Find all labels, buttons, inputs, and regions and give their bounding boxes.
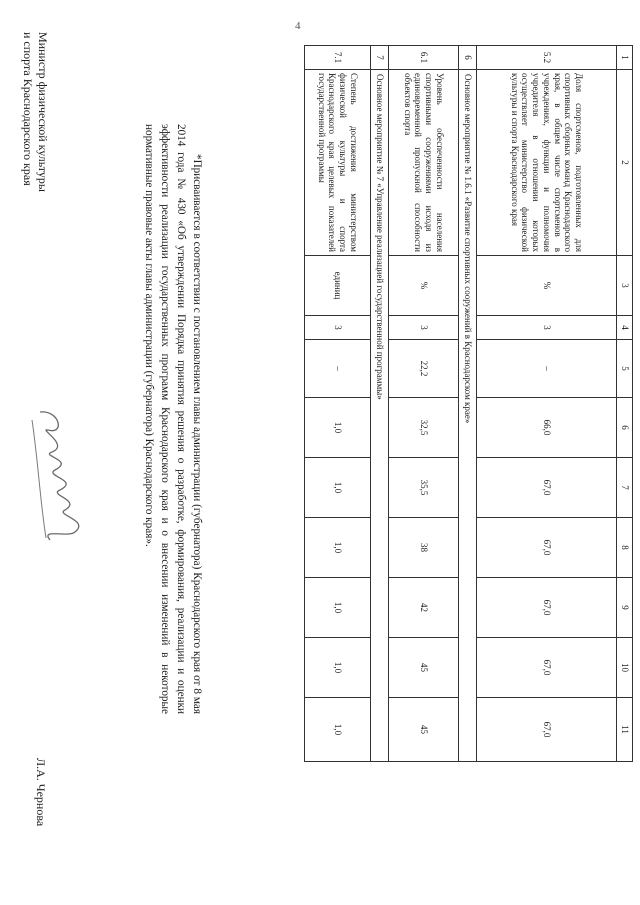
value-cell: –: [305, 340, 371, 398]
header-cell: 11: [617, 698, 633, 762]
value-cell: 67,0: [477, 698, 617, 762]
status-cell: 3: [305, 316, 371, 340]
minister-title: [20, 32, 50, 192]
value-cell: 1,0: [305, 458, 371, 518]
header-cell: 1: [617, 46, 633, 70]
minister-title-line: Министр физической культуры: [36, 32, 50, 192]
value-cell: 67,0: [477, 578, 617, 638]
value-cell: 1,0: [305, 638, 371, 698]
section-title: Основное мероприятие № 1.6.1 «Развитие спортивных сооружений в Краснодарском крае»: [459, 70, 477, 762]
section-title: Основное мероприятие № 7 «Управление реализацией государственной программы»: [371, 70, 389, 762]
minister-title-line: и спорта Краснодарского края: [21, 32, 35, 186]
signature-icon: [20, 400, 110, 550]
header-cell: 9: [617, 578, 633, 638]
indicator-name: Доля спортсменов, подготовленных для спортивных сборных команд Краснодарского края, в общем числе спортсменов в учреждениях, функции и полномочия учредителя в отношении которых осуществляет министерство физической культуры и спорта Краснодарского края: [477, 70, 617, 256]
value-cell: 66,0: [477, 398, 617, 458]
value-cell: 45: [389, 698, 459, 762]
unit-cell: единиц: [305, 256, 371, 316]
value-cell: 32,5: [389, 398, 459, 458]
footnote: [141, 124, 205, 714]
value-cell: 1,0: [305, 398, 371, 458]
header-cell: 2: [617, 70, 633, 256]
header-cell: 3: [617, 256, 633, 316]
row-number: 7.1: [305, 46, 371, 70]
table-row: [477, 46, 617, 762]
value-cell: 45: [389, 638, 459, 698]
indicator-name: Уровень обеспеченности населения спортивными сооружениями исходя из единовременной пропускной способности объектов спорта: [389, 70, 459, 256]
value-cell: 67,0: [477, 638, 617, 698]
value-cell: 22,2: [389, 340, 459, 398]
header-cell: 10: [617, 638, 633, 698]
value-cell: 1,0: [305, 578, 371, 638]
value-cell: 1,0: [305, 518, 371, 578]
signer-name: Л.А. Чернова: [34, 758, 48, 827]
value-cell: –: [477, 340, 617, 398]
unit-cell: %: [477, 256, 617, 316]
table-header-row: [617, 46, 633, 762]
value-cell: 1,0: [305, 698, 371, 762]
row-number: 6: [459, 46, 477, 70]
status-cell: 3: [477, 316, 617, 340]
header-cell: 5: [617, 340, 633, 398]
table-row: [389, 46, 459, 762]
indicators-table: [304, 45, 633, 762]
page-number: 4: [295, 20, 301, 32]
header-cell: 4: [617, 316, 633, 340]
header-cell: 6: [617, 398, 633, 458]
indicator-name: Степень достижения министерством физической культуры и спорта Краснодарского края целевых показателей государственной программы: [305, 70, 371, 256]
row-number: 6.1: [389, 46, 459, 70]
value-cell: 38: [389, 518, 459, 578]
row-number: 7: [371, 46, 389, 70]
value-cell: 42: [389, 578, 459, 638]
row-number: 5.2: [477, 46, 617, 70]
value-cell: 67,0: [477, 518, 617, 578]
status-cell: 3: [389, 316, 459, 340]
header-cell: 7: [617, 458, 633, 518]
section-row: [371, 46, 389, 762]
footnote-text: *Присваивается в соответствии с постановлением главы администрации (губернатора) Краснодарского края от 8 мая 2014 года № 430 «Об утверждении Порядка принятия решения о разработке, формирования, реализации и оценки эффективности реализации государственных программ Краснодарского края и о внесении изменений в некоторые нормативные правовые акты главы администрации (губернатора) Краснодарского края».: [143, 124, 203, 714]
section-row: [459, 46, 477, 762]
header-cell: 8: [617, 518, 633, 578]
unit-cell: %: [389, 256, 459, 316]
value-cell: 35,5: [389, 458, 459, 518]
table-row: [305, 46, 371, 762]
value-cell: 67,0: [477, 458, 617, 518]
